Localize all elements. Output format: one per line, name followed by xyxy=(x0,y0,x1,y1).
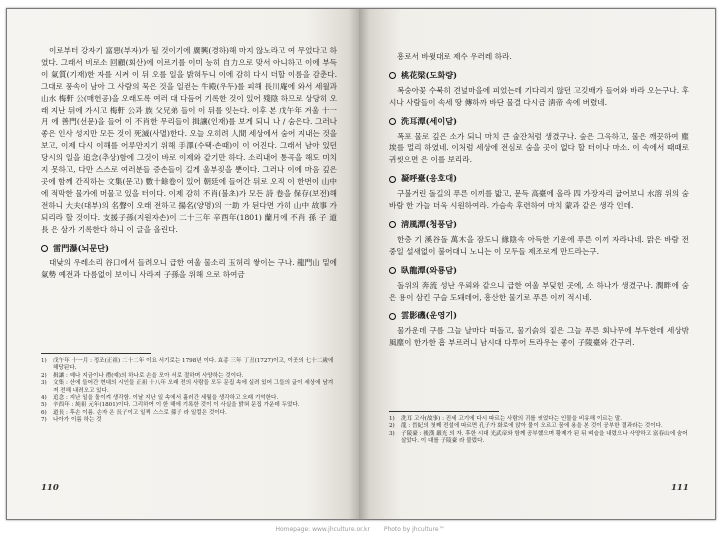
footnote: 6) 道長 : 후손 이름. 손자 은 長子이고 일찍 스스로 孫子 라 일컬은 것이다. xyxy=(41,409,227,416)
section-heading: 洗耳潭(세이담) xyxy=(389,116,689,128)
section-text: 구불거린 돌길의 푸른 이끼를 밟고, 문득 高臺에 올라 四 가장자리 굽어보니 水溶 위의 숨바람 한 가늘 더욱 시원하여라. 가슴속 후련하여 마치 蒙과 같은 생각 인데. xyxy=(389,189,689,211)
section-heading: 雲影磯(운영기) xyxy=(389,310,689,322)
section-heading: 桃花梁(도화량) xyxy=(389,70,689,82)
opening-line: 흥로서 바윗대로 제수 우러레 하라. xyxy=(397,52,512,61)
section-heading xyxy=(41,243,337,255)
page-number: 110 xyxy=(41,483,59,493)
footnote: 3) 子陵臺 : 後漢 嚴光 의 자. 후한 시대 光武帝와 함께 공부했으며 황제가 된 뒤 벼슬을 내렸으나 사양하고 富春山에 숨어 살았다. 이 대를 子陵臺 라 불렀다. xyxy=(389,430,688,445)
right-body xyxy=(389,51,689,349)
left-paragraph: 이로부터 강자기 富惡(부자)가 될 것이기에 廣興(경하)해 마지 않노라고 여 무었다고 하였다. 그래서 비로소 回顧(회산)에 이르기를 이미 능히 自力으로 맞서 아니하고 이에 부득이 氣質(기재)한 자를 시켜 이 뒤 오를 일을 밝혀두니 이에 감히 다시 더할 이름을 감춘다. 그대로 풍속이 남아 그 사람의 묵은 것을 일컫는 牛殿(우두)를 피해 長川庵에 와서 세월과 山水 梅軒 公(매헌공)을 오래도록 여러 대 다듬어 기록한 것이 있어 殘陰 하므로 상당히 오래 지난 뒤에 가시고 梅軒 公과 族 父兄弟 들이 이 뒤를 잇는다. 이후 본 戊午年 겨울 十一月 에 善門(선문)을 들어 이 不肖한 무리들이 揖讓(인재)를 보게 되니 나 / 숨은다. 그러나 좋은 인사 성지만 모든 것이 死滅(사멸)한다. 오늘 오히려 人間 세상에서 숨어 지내는 것을 보고, 이제 다시 이해를 어루만지기 위해 手澤(수택·손때)이 이 어진다. 그래서 남아 있던 당시의 일을 追念(추상)함에 그것이 바로 이제와 같기만 하다. 소리내어 통곡을 해도 미치지 못하고, 다만 스스로 여러분들 증손들이 길게 울부짖을 뿐이다. 그러나 이에 마음 깊은 곳에 함께 간직하는 文集(문고) 數十餘卷이 있어 朝廷에 들어간 뒤로 오직 이 한번이 山中에 적막한 물가에 머물고 있을 터이다. 이제 감히 不肖(불초)가 모든 詩 卷을 保存(보전)해 전하니 大夫(대부)의 名聲이 오래 전하고 揚名(양명)의 一助 가 된다면 가히 山中 故事 가 되리라 할 것이다. 支援子孫(지원자손)이 二十三年 辛酉年(1801) 蘭月에 不肖 孫 子 道長 은 삼가 기록한다 하니 이 글을 올린다. xyxy=(41,46,337,234)
section-text: 물가운데 구름 그늘 날마다 떠돌고, 물기슭의 짙은 그늘 푸른 회나무에 부두한데 세상밖 風塵이 한가한 흠 부르러니 남시대 다투어 트라우는 좋이 子陵臺와 간구러. xyxy=(389,326,689,348)
section-text: 한층 기 溪谷돌 萬木을 잠도니 緣陰속 아득한 기운에 푸른 이끼 자라나네. 맑은 바람 전중일 설새없이 불어대니 노니는 이 모두들 제조로게 만드라는구. xyxy=(389,234,689,256)
photo-credit: Photo by jhculture™ xyxy=(383,526,445,533)
bullet-icon xyxy=(389,72,396,79)
footnote-divider xyxy=(41,353,151,354)
footnote-divider xyxy=(389,411,499,412)
bullet-icon xyxy=(41,245,48,252)
section-text: 돌위의 奔流 성난 우뢰와 같으니 급한 여울 부딪힌 곳에, 소 하나가 생겼구나. 潤畔에 숨은 용이 삼킨 구슬 도돼데어, 흥산한 물기로 푸른 이끼 적시네. xyxy=(389,280,689,302)
footnote: 1) 洗耳 고사(故事) : 진세 고기에 다시 따르는 사람의 귀를 씻었다는 인물을 비유해 이르는 말. xyxy=(389,416,623,422)
section-text: 폭포 물로 깊은 소가 되니 마치 큰 술잔처럼 생겼구나. 숲은 그윽하고, 물은 깨끗하여 塵埃를 멀리 하였네. 이처럼 세상에 전심로 숨을 곳이 없다 할 터이나 마소. 이 속에서 때때로 귀씻으면 은 이를 보리라. xyxy=(389,131,689,165)
footnote: 7) 나아가 이름 하는 것 xyxy=(41,417,102,424)
right-footnotes xyxy=(389,416,689,446)
right-page xyxy=(359,9,715,519)
section-heading: 淸風潭(청풍담) xyxy=(389,219,689,231)
image-credit xyxy=(0,526,720,533)
section-text: 대낮의 우레소리 谷口에서 들려오니 급한 여울 물소리 玉허리 쌓이는 구나. 龍門山 밑에 氣勢 예전과 다름없이 보이니 사라져 子孫을 위해 으로 하여금 xyxy=(41,258,337,280)
book-spread xyxy=(6,8,716,520)
section-heading-label: 雷門瀑(뇌문단) xyxy=(53,242,110,253)
footnote: 3) 文集 : 산에 들어간 현대의 시인들 正祖 十八年 오래 전의 사람들 모두 문집 속에 실려 있어 그들의 글이 세상에 남겨져 전해 내려오고 있다. xyxy=(41,380,334,394)
left-page xyxy=(7,9,359,519)
footnote: 5) 辛酉年 : 純祖 元年(1801)이다. 그리하여 이 한 해에 기록한 것이 이 사실을 밝혀 문집 가운데 두었다. xyxy=(41,402,300,409)
bullet-icon xyxy=(389,221,396,228)
left-footnotes xyxy=(41,358,337,425)
section-heading: 凝呼臺(응호대) xyxy=(389,173,689,185)
bullet-icon xyxy=(389,267,396,274)
footnote: 1) 戊午年 十一月 : 정조(正祖) 二十二年 이요 서기로는 1798년 이다. 효종 三年 丁丑(1727)이고, 이곳의 七十二歲에 해당된다. xyxy=(41,358,334,372)
bullet-icon xyxy=(389,118,396,125)
footnote: 2) 龍 : 晉紀의 첫째 전설에 따르면 孔子가 화로에 앉아 물이 오르고 꿈에 용을 본 것이 공부한 결과라는 것이다. xyxy=(389,423,663,430)
left-body xyxy=(41,45,337,281)
section-heading: 臥龍潭(와룡담) xyxy=(389,265,689,277)
bullet-icon xyxy=(389,313,396,320)
homepage-credit: Homepage: www.jhculture.or.kr xyxy=(275,526,370,533)
footnote: 4) 追念 : 지난 일을 돌이켜 생각함. 이날 지난 일 속에서 흘러간 세월을 생각하고 오래 기억한다. xyxy=(41,395,279,402)
section-text: 복숭아꽃 수북히 견넢마을에 피었는데 기다리지 않던 고깃배가 들어와 바라 오는구나. 후시나 사람들이 속세 땅 傳하까 바단 물결 다시금 淸帝 속에 버렸네. xyxy=(389,85,689,107)
page-number: 111 xyxy=(671,483,689,493)
bullet-icon xyxy=(389,176,396,183)
footnote: 2) 揖讓 : 예나 지금이나 禮(예)의 하나로 손을 모아 서로 절하며 사양하는 것이다. xyxy=(41,372,244,379)
